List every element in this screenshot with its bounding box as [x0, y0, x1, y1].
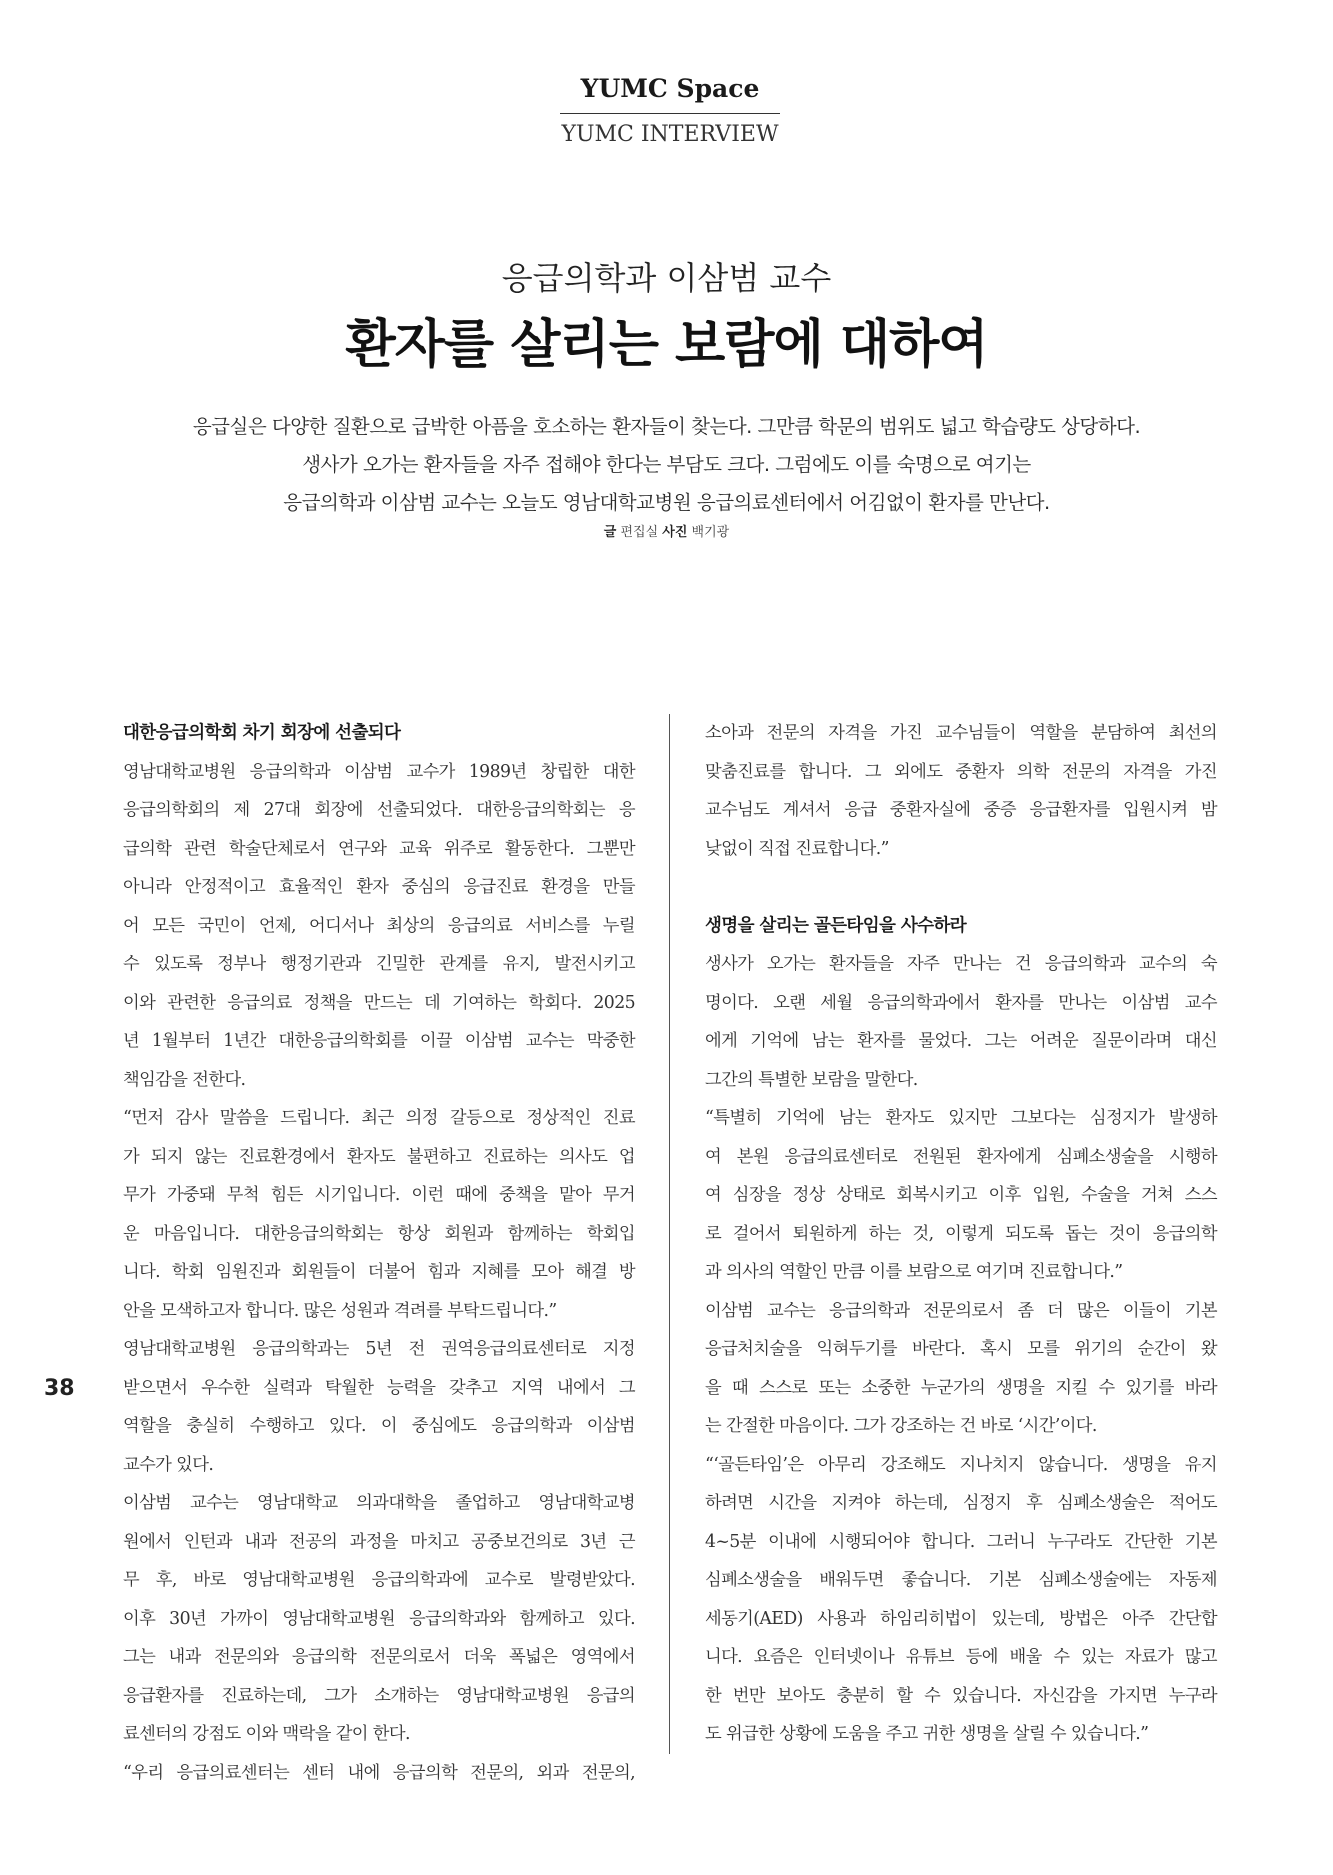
body-text-line: 니다. 학회 임원진과 회원들이 더불어 힘과 지혜를 모아 해결 방	[123, 1262, 635, 1282]
body-text-line: 년 1월부터 1년간 대한응급의학회를 이끌 이삼범 교수는 막중한	[123, 1031, 635, 1051]
lead-line: 응급실은 다양한 질환으로 급박한 아픔을 호소하는 환자들이 찾는다. 그만큼 학문의 범위도 넓고 학습량도 상당하다.	[192, 415, 1141, 438]
body-text-line: 도 위급한 상황에 도움을 주고 귀한 생명을 살릴 수 있습니다.”	[705, 1724, 1149, 1744]
body-text-line: 이삼범 교수는 응급의학과 전문의로서 좀 더 많은 이들이 기본	[705, 1300, 1217, 1321]
lead-line: 생사가 오가는 환자들을 자주 접해야 한다는 부담도 크다. 그럼에도 이를 숙명으로 여기는	[302, 453, 1031, 476]
body-text-line: 이와 관련한 응급의료 정책을 만드는 데 기여하는 학회다. 2025	[123, 992, 635, 1013]
body-text-line: 그는 내과 전문의와 응급의학 전문의로서 더욱 폭넓은 영역에서	[123, 1647, 635, 1667]
writer-name: 편집실	[620, 525, 659, 540]
body-text-line: 맞춤진료를 합니다. 그 외에도 중환자 의학 전문의 자격을 가진	[705, 761, 1217, 782]
body-column-left	[123, 714, 635, 1792]
body-text-line: 그간의 특별한 보람을 말한다.	[705, 1069, 918, 1090]
photographer-name: 백기광	[691, 525, 730, 540]
body-text-line: “먼저 감사 말씀을 드립니다. 최근 의정 갈등으로 정상적인 진료	[123, 1108, 635, 1128]
body-text-line: 여 본원 응급의료센터로 전원된 환자에게 심폐소생술을 시행하	[705, 1146, 1217, 1167]
paragraph-gap	[705, 868, 1217, 907]
body-text-line: 영남대학교병원 응급의학과 이삼범 교수가 1989년 창립한 대한	[123, 761, 635, 782]
body-text-line: 가 되지 않는 진료환경에서 환자도 불편하고 진료하는 의사도 업	[123, 1146, 635, 1167]
body-text-line: 한 번만 보아도 충분히 할 수 있습니다. 자신감을 가지면 누구라	[705, 1685, 1217, 1706]
body-text-line: 낮없이 직접 진료합니다.”	[705, 838, 889, 859]
article-subhead: 대한응급의학회 차기 회장에 선출되다	[123, 723, 401, 743]
body-text-line: 명이다. 오랜 세월 응급의학과에서 환자를 만나는 이삼범 교수	[705, 992, 1217, 1013]
body-text-line: 니다. 요즘은 인터넷이나 유튜브 등에 배울 수 있는 자료가 많고	[705, 1647, 1217, 1667]
body-text-line: 교수님도 계셔서 응급 중환자실에 중증 응급환자를 입원시켜 밤	[705, 800, 1217, 820]
body-column-right	[705, 714, 1217, 1754]
section-subtitle: YUMC INTERVIEW	[561, 122, 779, 147]
body-text-line: 에게 기억에 남는 환자를 물었다. 그는 어려운 질문이라며 대신	[705, 1031, 1217, 1051]
column-divider	[669, 714, 670, 1754]
lead-line: 응급의학과 이삼범 교수는 오늘도 영남대학교병원 응급의료센터에서 어김없이 환자를 만난다.	[283, 491, 1050, 514]
page-number: 38	[44, 1376, 75, 1401]
body-text-line: 급의학 관련 학술단체로서 연구와 교육 위주로 활동한다. 그뿐만	[123, 838, 635, 859]
article-lead	[0, 408, 1333, 522]
body-text-line: “‘골든타임’은 아무리 강조해도 지나치지 않습니다. 생명을 유지	[705, 1454, 1217, 1475]
article-credit	[0, 521, 1333, 540]
body-text-line: “우리 응급의료센터는 센터 내에 응급의학 전문의, 외과 전문의,	[123, 1762, 635, 1783]
body-text-line: “특별히 기억에 남는 환자도 있지만 그보다는 심정지가 발생하	[705, 1108, 1217, 1128]
body-text-line: 아니라 안정적이고 효율적인 환자 중심의 응급진료 환경을 만들	[123, 877, 635, 897]
body-text-line: 는 간절한 마음이다. 그가 강조하는 건 바로 ‘시간’이다.	[705, 1416, 1097, 1436]
writer-label: 글	[603, 525, 617, 540]
body-text-line: 로 걸어서 퇴원하게 하는 것, 이렇게 되도록 돕는 것이 응급의학	[705, 1223, 1217, 1244]
article-kicker: 응급의학과 이삼범 교수	[501, 259, 832, 297]
body-text-line: 응급환자를 진료하는데, 그가 소개하는 영남대학교병원 응급의	[123, 1685, 635, 1706]
body-text-line: 원에서 인턴과 내과 전공의 과정을 마치고 공중보건의로 3년 근	[123, 1531, 635, 1552]
body-text-line: 책임감을 전한다.	[123, 1069, 246, 1090]
body-text-line: 을 때 스스로 또는 소중한 누군가의 생명을 지킬 수 있기를 바라	[705, 1377, 1217, 1398]
body-text-line: 응급의학회의 제 27대 회장에 선출되었다. 대한응급의학회는 응	[123, 800, 635, 820]
body-text-line: 과 의사의 역할인 만큼 이를 보람으로 여기며 진료합니다.”	[705, 1262, 1123, 1282]
body-text-line: 무 후, 바로 영남대학교병원 응급의학과에 교수로 발령받았다.	[123, 1570, 635, 1590]
body-text-line: 심폐소생술을 배워두면 좋습니다. 기본 심폐소생술에는 자동제	[705, 1570, 1217, 1590]
body-text-line: 역할을 충실히 수행하고 있다. 이 중심에도 응급의학과 이삼범	[123, 1416, 635, 1436]
body-text-line: 이삼범 교수는 영남대학교 의과대학을 졸업하고 영남대학교병	[123, 1493, 635, 1513]
body-text-line: 어 모든 국민이 언제, 어디서나 최상의 응급의료 서비스를 누릴	[123, 915, 635, 936]
body-text-line: 영남대학교병원 응급의학과는 5년 전 권역응급의료센터로 지정	[123, 1339, 635, 1359]
section-title: YUMC Space	[560, 74, 780, 114]
body-text-line: 세동기(AED) 사용과 하임리히법이 있는데, 방법은 아주 간단합	[705, 1608, 1217, 1629]
body-text-line: 무가 가중돼 무척 힘든 시기입니다. 이런 때에 중책을 맡아 무거	[123, 1185, 635, 1205]
body-text-line: 4~5분 이내에 시행되어야 합니다. 그러니 누구라도 간단한 기본	[705, 1531, 1217, 1552]
body-text-line: 안을 모색하고자 합니다. 많은 성원과 격려를 부탁드립니다.”	[123, 1300, 557, 1321]
section-header	[560, 74, 780, 147]
body-text-line: 하려면 시간을 지켜야 하는데, 심정지 후 심폐소생술은 적어도	[705, 1493, 1217, 1513]
article-headline: 환자를 살리는 보람에 대하여	[345, 315, 988, 375]
body-text-line: 수 있도록 정부나 행정기관과 긴밀한 관계를 유지, 발전시키고	[123, 954, 635, 974]
body-text-line: 교수가 있다.	[123, 1454, 214, 1475]
body-text-line: 운 마음입니다. 대한응급의학회는 항상 회원과 함께하는 학회입	[123, 1223, 635, 1244]
body-text-line: 소아과 전문의 자격을 가진 교수님들이 역할을 분담하여 최선의	[705, 723, 1217, 743]
body-text-line: 응급처치술을 익혀두기를 바란다. 혹시 모를 위기의 순간이 왔	[705, 1339, 1217, 1359]
photo-label: 사진	[662, 525, 688, 540]
body-text-line: 이후 30년 가까이 영남대학교병원 응급의학과와 함께하고 있다.	[123, 1608, 635, 1629]
body-text-line: 여 심장을 정상 상태로 회복시키고 이후 입원, 수술을 거쳐 스스	[705, 1185, 1217, 1205]
article-subhead: 생명을 살리는 골든타임을 사수하라	[705, 915, 967, 936]
body-text-line: 생사가 오가는 환자들을 자주 만나는 건 응급의학과 교수의 숙	[705, 954, 1217, 974]
body-text-line: 받으면서 우수한 실력과 탁월한 능력을 갖추고 지역 내에서 그	[123, 1377, 635, 1398]
body-text-line: 료센터의 강점도 이와 맥락을 같이 한다.	[123, 1724, 410, 1744]
